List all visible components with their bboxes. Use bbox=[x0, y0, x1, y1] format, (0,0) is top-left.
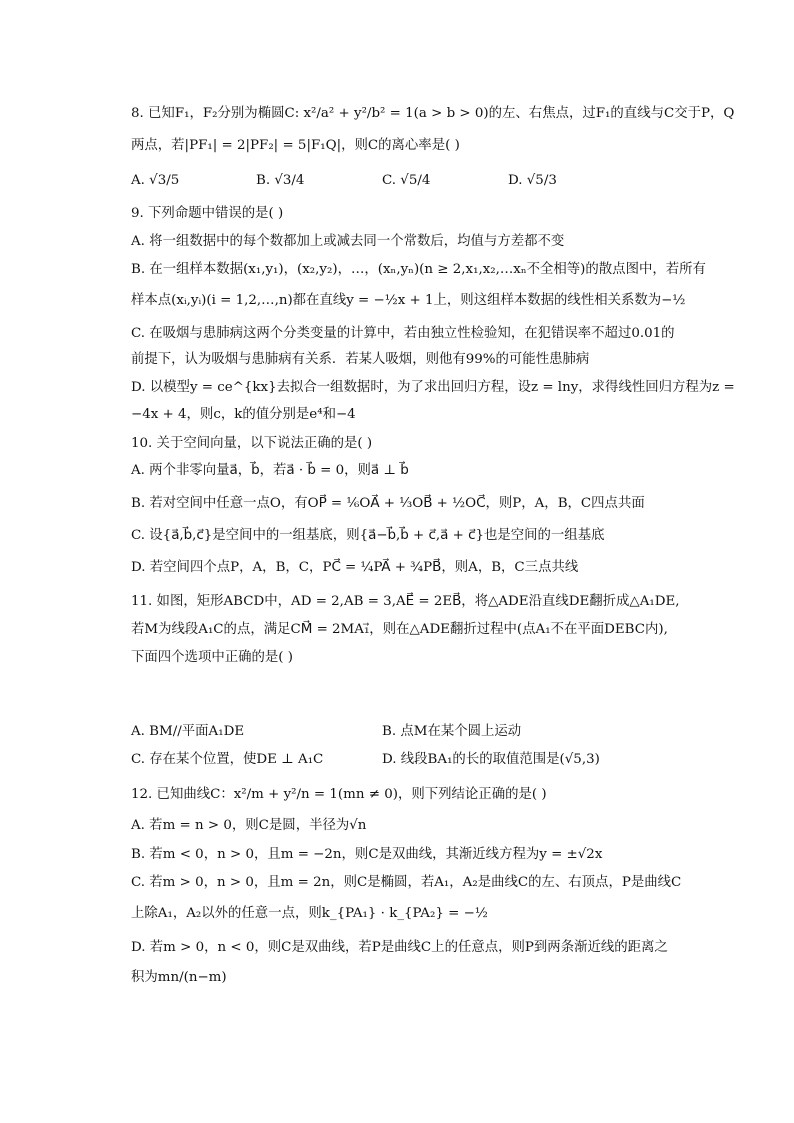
q12-stem: 12. 已知曲线C：x²/m + y²/n = 1(mn ≠ 0)，则下列结论正确的是( ) bbox=[131, 787, 547, 802]
q11-option-d: D. 线段BA₁的长的取值范围是(√5,3) bbox=[382, 752, 600, 767]
q10-option-c: C. 设{a⃗,b⃗,c⃗}是空间中的一组基底，则{a⃗−b⃗,b⃗ + c⃗,a⃗ + c⃗}也是空间的一组基底 bbox=[131, 528, 605, 543]
q9-option-c: C. 在吸烟与患肺病这两个分类变量的计算中，若由独立性检验知，在犯错误率不超过0.01的 bbox=[131, 326, 675, 341]
q12-option-c: C. 若m > 0，n > 0，且m = 2n，则C是椭圆，若A₁，A₂是曲线C的左、右顶点，P是曲线C bbox=[131, 875, 682, 890]
q9-option-a: A. 将一组数据中的每个数都加上或减去同一个常数后，均值与方差都不变 bbox=[131, 234, 565, 249]
q11-stem-cont2: 下面四个选项中正确的是( ) bbox=[131, 650, 294, 665]
q9-option-d-cont: −4x + 4，则c，k的值分别是e⁴和−4 bbox=[131, 407, 356, 422]
q11-option-b: B. 点M在某个圆上运动 bbox=[382, 724, 522, 739]
q8-option-c: C. √5/4 bbox=[382, 173, 431, 188]
q8-option-b: B. √3/4 bbox=[256, 173, 305, 188]
q12-option-b: B. 若m < 0，n > 0，且m = −2n，则C是双曲线，其渐近线方程为y = ±√2x bbox=[131, 847, 603, 862]
q10-option-b: B. 若对空间中任意一点O，有OP⃗ = ⅙OA⃗ + ⅓OB⃗ + ½OC⃗，则P，A，B，C四点共面 bbox=[131, 496, 645, 511]
q12-option-c-cont: 上除A₁，A₂以外的任意一点，则k_{PA₁} · k_{PA₂} = −½ bbox=[131, 906, 488, 921]
q8-option-a: A. √3/5 bbox=[131, 173, 180, 188]
q12-option-d: D. 若m > 0，n < 0，则C是双曲线，若P是曲线C上的任意点，则P到两条渐近线的距离之 bbox=[131, 940, 668, 955]
q8-option-d: D. √5/3 bbox=[508, 173, 557, 188]
q11-option-a: A. BM//平面A₁DE bbox=[131, 724, 245, 739]
q9-option-b-cont: 样本点(xᵢ,yᵢ)(i = 1,2,…,n)都在直线y = −½x + 1上，则这组样本数据的线性相关系数为−½ bbox=[131, 293, 686, 308]
q11-stem: 11. 如图，矩形ABCD中，AD = 2,AB = 3,AE⃗ = 2EB⃗，将△ADE沿直线DE翻折成△A₁DE, bbox=[131, 594, 680, 609]
q10-option-d: D. 若空间四个点P，A，B，C，PC⃗ = ¼PA⃗ + ¾PB⃗，则A，B，C三点共线 bbox=[131, 560, 579, 575]
q9-stem: 9. 下列命题中错误的是( ) bbox=[131, 206, 284, 221]
q8-stem-cont: 两点，若|PF₁| = 2|PF₂| = 5|F₁Q|，则C的离心率是( ) bbox=[131, 138, 460, 153]
q10-option-a: A. 两个非零向量a⃗，b⃗，若a⃗ · b⃗ = 0，则a⃗ ⊥ b⃗ bbox=[131, 463, 409, 478]
q12-option-d-cont: 积为mn/(n−m) bbox=[131, 970, 227, 985]
q8-stem: 8. 已知F₁，F₂分别为椭圆C: x²/a² + y²/b² = 1(a > b > 0)的左、右焦点，过F₁的直线与C交于P，Q bbox=[131, 106, 735, 121]
q11-stem-cont: 若M为线段A₁C的点，满足CM⃗ = 2MA₁⃗，则在△ADE翻折过程中(点A₁不在平面DEBC内), bbox=[131, 622, 668, 637]
q9-option-c-cont: 前提下，认为吸烟与患肺病有关系．若某人吸烟，则他有99%的可能性患肺病 bbox=[131, 352, 590, 367]
q9-option-b: B. 在一组样本数据(x₁,y₁)，(x₂,y₂)，…，(xₙ,yₙ)(n ≥ 2,x₁,x₂,…xₙ不全相等)的散点图中，若所有 bbox=[131, 262, 706, 277]
q12-option-a: A. 若m = n > 0，则C是圆，半径为√n bbox=[131, 818, 367, 833]
q9-option-d: D. 以模型y = ce^{kx}去拟合一组数据时，为了求出回归方程，设z = lny，求得线性回归方程为z = bbox=[131, 380, 735, 395]
q10-stem: 10. 关于空间向量，以下说法正确的是( ) bbox=[131, 436, 373, 451]
q11-option-c: C. 存在某个位置，使DE ⊥ A₁C bbox=[131, 752, 324, 767]
